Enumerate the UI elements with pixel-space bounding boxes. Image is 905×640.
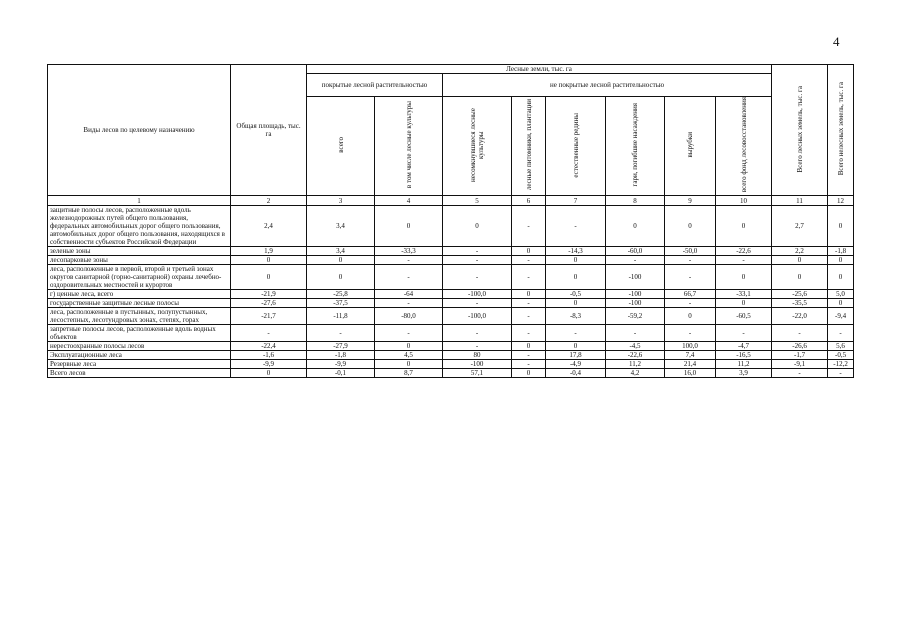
table-cell: 0	[828, 206, 854, 247]
table-cell: -	[443, 342, 512, 351]
table-cell: -33,3	[375, 247, 443, 256]
table-cell: 100,0	[665, 342, 716, 351]
table-cell: 0	[512, 342, 546, 351]
table-cell: -21,7	[231, 308, 307, 325]
table-cell: 0	[716, 265, 772, 290]
column-number: 3	[307, 196, 375, 206]
column-number: 5	[443, 196, 512, 206]
table-cell: -	[546, 325, 606, 342]
column-number: 4	[375, 196, 443, 206]
table-cell: -14,3	[546, 247, 606, 256]
header-vsego-nelesnyh: Всего нелесных земель, тыс. га	[828, 65, 854, 196]
table-cell: 3,9	[716, 369, 772, 378]
table-cell: -	[665, 265, 716, 290]
table-cell: 17,8	[546, 351, 606, 360]
table-cell: -	[375, 299, 443, 308]
table-cell: -	[828, 369, 854, 378]
table-cell: 11,2	[716, 360, 772, 369]
table-cell: -4,9	[546, 360, 606, 369]
table-row	[48, 325, 854, 342]
row-label: нерестоохранные полосы лесов	[48, 342, 231, 351]
table-row	[48, 351, 854, 360]
header-obshchaya-ploshchad: Общая площадь, тыс. га	[231, 65, 307, 196]
table-cell: 4,2	[606, 369, 665, 378]
table-cell: 0	[307, 265, 375, 290]
table-cell: -	[443, 299, 512, 308]
table-cell: 16,0	[665, 369, 716, 378]
table-cell: -0,1	[307, 369, 375, 378]
table-cell: -22,6	[716, 247, 772, 256]
table-cell: -1,7	[772, 351, 828, 360]
table-cell: -9,9	[231, 360, 307, 369]
table-cell: -	[665, 299, 716, 308]
table-cell: -4,5	[606, 342, 665, 351]
table-cell: -1,8	[307, 351, 375, 360]
table-cell: -	[665, 325, 716, 342]
table-row	[48, 299, 854, 308]
table-cell: -	[231, 325, 307, 342]
table-cell: -	[772, 369, 828, 378]
table-cell: 0	[828, 256, 854, 265]
row-label: г) ценные леса, всего	[48, 290, 231, 299]
column-number: 10	[716, 196, 772, 206]
table-row	[48, 369, 854, 378]
header-col-vyrubki: вырубки	[665, 97, 716, 196]
header-col-pitomniki: лесные питомники, плантации	[512, 97, 546, 196]
table-cell: 7,4	[665, 351, 716, 360]
table-cell: 0	[512, 290, 546, 299]
column-number: 1	[48, 196, 231, 206]
table-cell: 3,4	[307, 247, 375, 256]
table-cell: -64	[375, 290, 443, 299]
table-cell: 0	[231, 256, 307, 265]
table-cell: -	[443, 265, 512, 290]
table-cell: 0	[375, 360, 443, 369]
table-cell: -	[665, 256, 716, 265]
table-cell: 0	[375, 206, 443, 247]
table-cell: 1,9	[231, 247, 307, 256]
table-cell: -	[546, 206, 606, 247]
table-cell: 0	[546, 256, 606, 265]
header-ne-pokrytye: не покрытые лесной растительностью	[443, 74, 772, 97]
table-cell: 11,2	[606, 360, 665, 369]
table-cell: -4,7	[716, 342, 772, 351]
table-cell: -	[606, 325, 665, 342]
table-cell: -	[716, 256, 772, 265]
table-cell: 0	[231, 265, 307, 290]
column-number: 12	[828, 196, 854, 206]
table-cell: -0,5	[546, 290, 606, 299]
table-cell: 0	[772, 256, 828, 265]
table-cell: -100,0	[443, 308, 512, 325]
table-cell: -8,3	[546, 308, 606, 325]
column-number: 11	[772, 196, 828, 206]
table-cell: 0	[375, 342, 443, 351]
table-row	[48, 360, 854, 369]
table-cell: -	[512, 308, 546, 325]
header-col-nesomknuvshiesya: несомкнувшиеся лесные культуры	[443, 97, 512, 196]
table-cell: 0	[546, 299, 606, 308]
table-cell: 5,0	[828, 290, 854, 299]
table-cell: 21,4	[665, 360, 716, 369]
table-cell: -22,4	[231, 342, 307, 351]
column-number: 2	[231, 196, 307, 206]
table-row	[48, 290, 854, 299]
table-cell: -12,2	[828, 360, 854, 369]
table-cell: -100,0	[443, 290, 512, 299]
table-cell: -9,1	[772, 360, 828, 369]
table-cell: 0	[546, 342, 606, 351]
table-row	[48, 342, 854, 351]
table-cell: -	[375, 265, 443, 290]
table-cell: 0	[772, 265, 828, 290]
table-cell: -	[716, 325, 772, 342]
table-row	[48, 247, 854, 256]
table-cell: -25,6	[772, 290, 828, 299]
table-cell: -	[443, 256, 512, 265]
table-cell: -60,5	[716, 308, 772, 325]
header-vsego-lesnyh: Всего лесных земель, тыс. га	[772, 65, 828, 196]
table-cell: -	[512, 325, 546, 342]
row-label: леса, расположенные в первой, второй и третьей зонах округов санитарной (горно-санитарной) охраны лечебно-оздоровительных местностей и курортов	[48, 265, 231, 290]
table-cell: -	[443, 247, 512, 256]
table-cell: -	[512, 256, 546, 265]
table-cell: 0	[512, 369, 546, 378]
table-row	[48, 206, 854, 247]
column-number-row	[48, 196, 854, 206]
header-col-vsego-fond: всего фонд лесовосстановления	[716, 97, 772, 196]
column-number: 9	[665, 196, 716, 206]
header-col-gari: гари, погибшие насаждения	[606, 97, 665, 196]
row-label: леса, расположенные в пустынных, полупустынных, лесостепных, лесотундровых зонах, степях, горах	[48, 308, 231, 325]
header-col-vsego: всего	[307, 97, 375, 196]
table-cell: -33,1	[716, 290, 772, 299]
table-cell: -22,6	[606, 351, 665, 360]
table-cell: -27,6	[231, 299, 307, 308]
table-cell: -60,0	[606, 247, 665, 256]
table-cell: 0	[828, 299, 854, 308]
table-cell: -0,4	[546, 369, 606, 378]
table-row	[48, 256, 854, 265]
table-cell: -22,0	[772, 308, 828, 325]
table-cell: 8,7	[375, 369, 443, 378]
table-cell: 0	[512, 247, 546, 256]
table-cell: -1,6	[231, 351, 307, 360]
header-vid-lesov: Виды лесов по целевому назначению	[48, 65, 231, 196]
table-cell: 57,1	[443, 369, 512, 378]
table-cell: 0	[606, 206, 665, 247]
forest-land-table	[47, 64, 854, 378]
table-cell: 2,4	[231, 206, 307, 247]
table-cell: -25,8	[307, 290, 375, 299]
table-cell: 0	[546, 265, 606, 290]
header-lesnye-zemli: Лесные земли, тыс. га	[307, 65, 772, 74]
table-cell: -26,6	[772, 342, 828, 351]
table-cell: -21,9	[231, 290, 307, 299]
table-cell: -50,0	[665, 247, 716, 256]
table-cell: 5,6	[828, 342, 854, 351]
page-number: 4	[833, 34, 840, 49]
table-row	[48, 308, 854, 325]
table-row	[48, 265, 854, 290]
table-cell: -16,5	[716, 351, 772, 360]
table-cell: -37,5	[307, 299, 375, 308]
table-cell: 66,7	[665, 290, 716, 299]
table-cell: 2,7	[772, 206, 828, 247]
table-cell: 80	[443, 351, 512, 360]
table-cell: -11,8	[307, 308, 375, 325]
row-label: Всего лесов	[48, 369, 231, 378]
header-pokrytye: покрытые лесной растительностью	[307, 74, 443, 97]
table-cell: -	[375, 325, 443, 342]
column-number: 8	[606, 196, 665, 206]
table-cell: 0	[828, 265, 854, 290]
table-cell: 0	[665, 308, 716, 325]
table-cell: 4,5	[375, 351, 443, 360]
table-cell: -59,2	[606, 308, 665, 325]
table-cell: 0	[231, 369, 307, 378]
row-label: Эксплуатационные леса	[48, 351, 231, 360]
table-cell: -35,5	[772, 299, 828, 308]
table-cell: -	[443, 325, 512, 342]
table-cell: 0	[665, 206, 716, 247]
row-label: зеленые зоны	[48, 247, 231, 256]
row-label: лесопарковые зоны	[48, 256, 231, 265]
row-label: Резервные леса	[48, 360, 231, 369]
row-label: государственные защитные лесные полосы	[48, 299, 231, 308]
row-label: запретные полосы лесов, расположенные вдоль водных объектов	[48, 325, 231, 342]
table-cell: 0	[716, 206, 772, 247]
table-cell: -100	[443, 360, 512, 369]
table-cell: -100	[606, 299, 665, 308]
table-cell: -	[512, 351, 546, 360]
table-cell: -	[512, 206, 546, 247]
table-cell: -	[512, 360, 546, 369]
table-cell: -	[606, 256, 665, 265]
table-cell: 0	[443, 206, 512, 247]
table-cell: 0	[307, 256, 375, 265]
column-number: 6	[512, 196, 546, 206]
row-label: защитные полосы лесов, расположенные вдоль железнодорожных путей общего пользования, федеральных автомобильных дорог общего пользования, автомобильных дорог общего пользования, находящихся в собственности субъектов Российской Федерации	[48, 206, 231, 247]
table-cell: 3,4	[307, 206, 375, 247]
table-cell: -100	[606, 290, 665, 299]
table-cell: -0,5	[828, 351, 854, 360]
table-cell: -9,4	[828, 308, 854, 325]
header-col-redini: естественные редины	[546, 97, 606, 196]
table-cell: -	[307, 325, 375, 342]
table-cell: 2,2	[772, 247, 828, 256]
table-cell: -	[772, 325, 828, 342]
table-cell: -80,0	[375, 308, 443, 325]
table-cell: -1,8	[828, 247, 854, 256]
table-cell: -	[512, 265, 546, 290]
header-col-lesnye-kultury: в том числе лесные культуры	[375, 97, 443, 196]
table-cell: -	[375, 256, 443, 265]
table-cell: -9,9	[307, 360, 375, 369]
table-cell: 0	[716, 299, 772, 308]
column-number: 7	[546, 196, 606, 206]
table-cell: -	[512, 299, 546, 308]
table-cell: -100	[606, 265, 665, 290]
table-cell: -	[828, 325, 854, 342]
table-cell: -27,9	[307, 342, 375, 351]
